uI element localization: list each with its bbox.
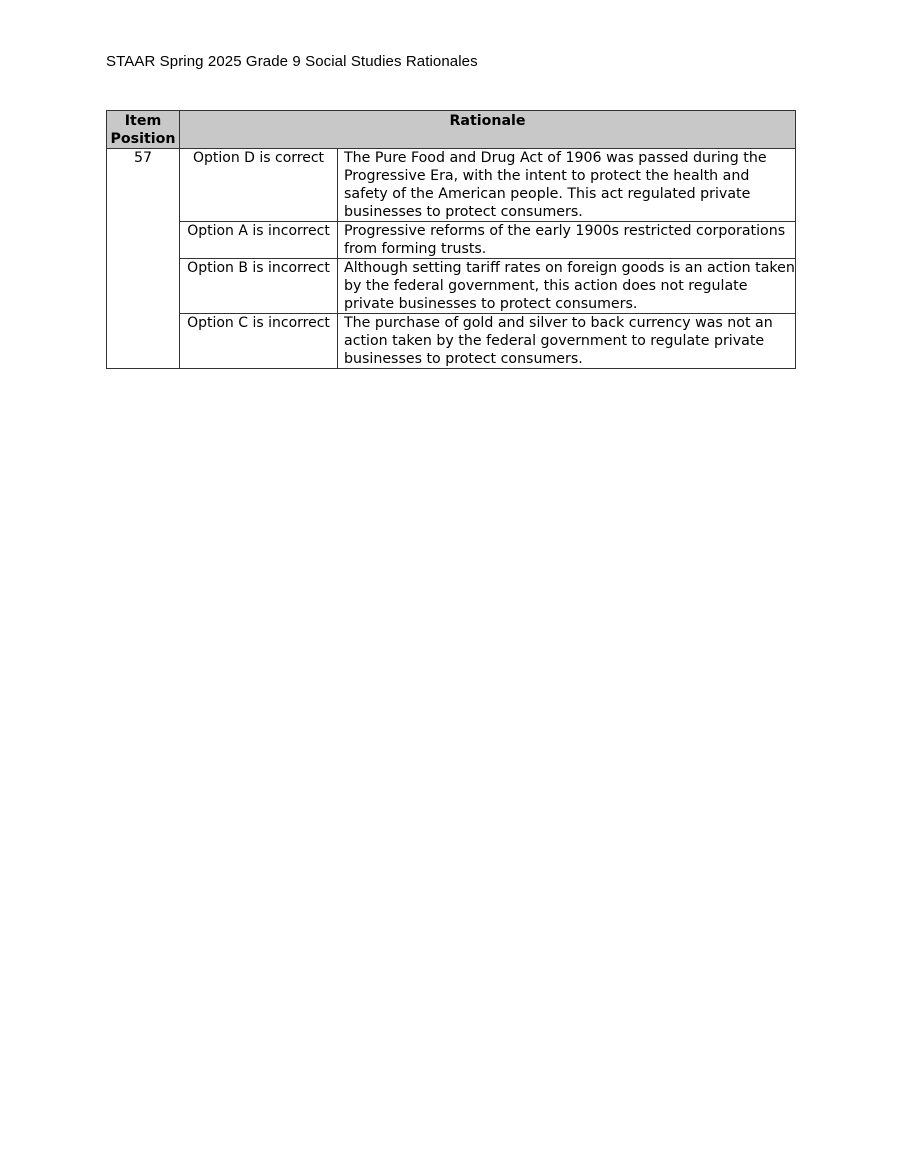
rationale-text: The Pure Food and Drug Act of 1906 was passed during the Progressive Era, with the intent to protect the health and safety of the American people. This act regulated private businesses to protect consumers. [338,149,796,222]
option-label: Option A is incorrect [180,222,338,259]
rationale-text: Although setting tariff rates on foreign goods is an action taken by the federal government, this action does not regulate private businesses to protect consumers. [338,259,796,314]
table-row [107,149,796,222]
rationale-table [106,110,796,369]
table-header-row [107,111,796,149]
table-row [107,259,796,314]
option-label: Option D is correct [180,149,338,222]
table-row [107,222,796,259]
item-position-cell: 57 [107,149,180,369]
option-label: Option C is incorrect [180,314,338,369]
rationale-text: Progressive reforms of the early 1900s restricted corporations from forming trusts. [338,222,796,259]
rationale-text: The purchase of gold and silver to back currency was not an action taken by the federal government to regulate private businesses to protect consumers. [338,314,796,369]
document-header: STAAR Spring 2025 Grade 9 Social Studies Rationales [106,53,478,70]
item-position-header: Item Position [107,111,180,149]
rationale-header: Rationale [180,111,796,149]
table-row [107,314,796,369]
option-label: Option B is incorrect [180,259,338,314]
